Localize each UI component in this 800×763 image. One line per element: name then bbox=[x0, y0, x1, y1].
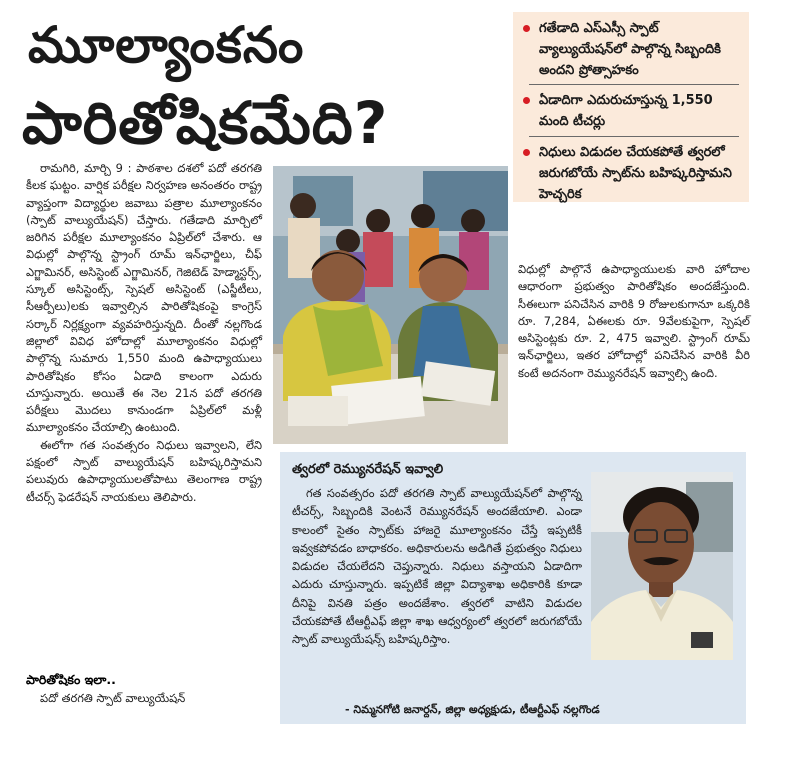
bullet-icon bbox=[523, 25, 530, 32]
bullet-icon bbox=[523, 97, 530, 104]
quote-signature: - నిమ్మనగోటి జనార్దన్, జిల్లా అధ్యక్షుడు, టీఆర్టీఎఫ్ నల్లగొండ bbox=[345, 703, 600, 716]
article-text: పదో తరగతి స్పాట్ వాల్యుయేషన్ bbox=[40, 691, 186, 705]
highlight-text: ఏడాదిగా ఎదురుచూస్తున్న 1,550 మంది టీచర్లు bbox=[539, 93, 713, 129]
article-paragraph: విధుల్లో పాల్గొనే ఉపాధ్యాయులకు వారి హోదాల ఆధారంగా ప్రభుత్వం పారితోషికం అందజేస్తుంది. సీఈలుగా పనిచేసిన వారికి 9 రోజులకుగానూ ఒక్కరికి రూ. 7,284, ఏఈలకు రూ. 9వేలకుపైగా, స్పెషల్ అసిస్టెంట్లకు రూ. 2, 475 ఇవ్వాలి. స్ట్రాంగ్ రూమ్ ఇన్‌ఛార్జిలు, ఇతర హోదాల్లో పనిచేసిన వారికి వీరి కంటే అదనంగా రెమ్యునరేషన్ ఇవ్వాల్సి ఉంది. bbox=[518, 262, 750, 380]
article-column-1 bbox=[26, 160, 262, 506]
teachers-evaluation-photo bbox=[273, 166, 508, 444]
highlight-text: నిధులు విడుదల చేయకపోతే త్వరలో జరుగబోయే స్పాట్‌ను బహిష్కరిస్తామని హెచ్చరిక bbox=[539, 145, 732, 202]
bullet-icon bbox=[523, 149, 530, 156]
divider bbox=[529, 136, 739, 137]
headline-line-1: మూల్యాంకనం bbox=[28, 16, 305, 74]
quote-title: త్వరలో రెమ్యునరేషన్ ఇవ్వాలి bbox=[292, 462, 444, 477]
article-paragraph bbox=[26, 690, 262, 707]
dateline: రామగిరి, మార్చి 9 : bbox=[40, 161, 132, 175]
quote-text bbox=[292, 484, 582, 649]
divider bbox=[529, 84, 739, 85]
quote-body: గత సంవత్సరం పదో తరగతి స్పాట్ వాల్యుయేషన్‌లో పాల్గొన్న టీచర్స్, సిబ్బందికి వెంటనే రెమ్యునరేషన్ అందజేయాలి. ఎండా కాలంలో సైతం స్పాట్‌కు హాజరై మూల్యాంకనం చేస్తే ఇప్పటికీ ఇవ్వకపోవడం బాధాకరం. అధికారులను అడిగితే ప్రభుత్వం నిధులు విడుదల చేయలేదని చెప్తున్నారు. నిధులు వస్తాయని ఏడాదిగా ఎదురు చూస్తున్నారు. ఇప్పటికే జిల్లా విద్యాశాఖ అధికారికి కూడా దీనిపై వినతి పత్రం అందజేశాం. త్వరలో వాటిని విడుదల చేయకపోతే టీఆర్టీఎఫ్ జిల్లా శాఖ ఆధ్వర్యంలో త్వరలో జరుగబోయే స్పాట్ వాల్యుయేషన్స్ బహిష్కరిస్తాం. bbox=[292, 486, 582, 647]
highlight-item bbox=[523, 90, 745, 132]
highlight-item bbox=[523, 142, 745, 205]
highlight-text: గతేడాది ఎస్ఎస్సీ స్పాట్ వ్యాల్యుయేషన్‌లో పాల్గొన్న సిబ్బందికి అందని ప్రోత్సాహకం bbox=[539, 21, 721, 78]
highlight-item bbox=[523, 18, 745, 81]
section-subhead: పారితోషికం ఇలా.. bbox=[26, 672, 116, 687]
article-paragraph: ఈలోగా గత సంవత్సరం నిధులు ఇవ్వాలని, లేని పక్షంలో స్పాట్ వాల్యుయేషన్ బహిష్కరిస్తామని పలువురు ఉపాధ్యాయులతోపాటు తెలంగాణ రాష్ట్ర టీచర్స్ ఫెడరేషన్ నాయకులు తెలిపారు. bbox=[26, 437, 262, 504]
headline-line-2: పారితోషికమేది? bbox=[22, 89, 389, 157]
article-paragraph: పాఠశాల దశలో పదో తరగతి కీలక ఘట్టం. వార్షిక పరీక్షల నిర్వహణ అనంతరం రాష్ట్ర వ్యాప్తంగా విద్యార్థుల జవాబు పత్రాల మూల్యాంకనం (స్పాట్ వాల్యుయేషన్) చేస్తారు. గతేడాది మార్చిలో జరిగిన పరీక్షల మూల్యాంకనం ఏప్రిల్‌లో చేశారు. ఆ విధుల్లో పాల్గొన్న స్ట్రాంగ్ రూమ్ ఇన్‌ఛార్జిలు, చీఫ్ ఎగ్జామినర్, అసిస్టెంట్ ఎగ్జామినర్, గెజిటెడ్ హెడ్మాస్టర్స్, స్కూల్ అసిస్టెంట్స్, స్పెషల్ అసిస్టెంట్ (ఎస్జీటీలు, సీఆర్పీలు)లకు ఇవ్వాల్సిన పారితోషికంపై కాంగ్రెస్ సర్కార్ నిర్లక్ష్యంగా వ్యవహరిస్తున్నది. దీంతో నల్లగొండ జిల్లాలో వివిధ హోదాల్లో మూల్యాంకనం విధుల్లో పాల్గొన్న సుమారు 1,550 మంది ఉపాధ్యాయులు పారితోషికం కోసం ఏడాది కాలంగా ఎదురు చూస్తున్నారు. అయితే ఈ నెల 21న పదో తరగతి పరీక్షలు మొదలు కానుండగా ఏప్రిల్‌లో మళ్లీ మూల్యాంకనం చేయాల్సి ఉంటుంది. bbox=[26, 161, 263, 435]
highlights-box bbox=[513, 12, 749, 202]
spokesperson-portrait bbox=[591, 472, 733, 660]
article-column-2 bbox=[518, 261, 750, 382]
